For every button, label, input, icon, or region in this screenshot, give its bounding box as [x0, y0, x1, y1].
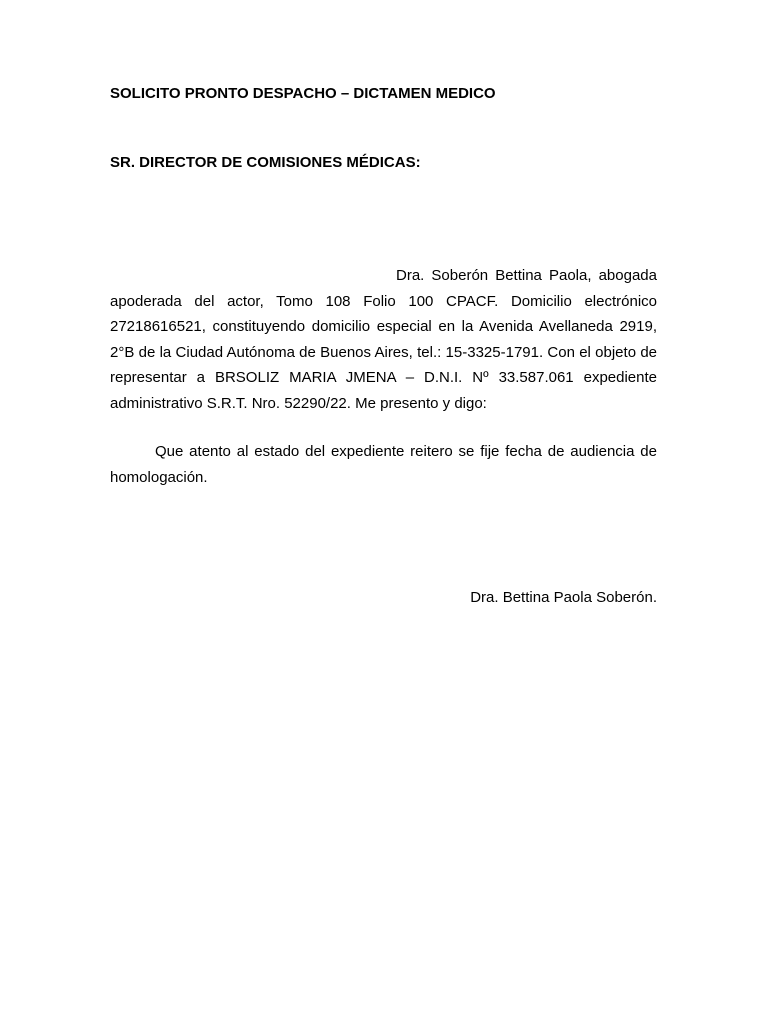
body-paragraph-request: Que atento al estado del expediente reitero se fije fecha de audiencia de homologación.: [110, 443, 657, 486]
signature-line: Dra. Bettina Paola Soberón.: [470, 589, 657, 606]
addressee-heading: SR. DIRECTOR DE COMISIONES MÉDICAS:: [110, 154, 421, 171]
body-paragraph-presentation: Dra. Soberón Bettina Paola, abogada apoderada del actor, Tomo 108 Folio 100 CPACF. Domicilio electrónico 27218616521, constituyendo domicilio especial en la Avenida Avellaneda 2919, 2°B de la Ciudad Autónoma de Buenos Aires, tel.: 15-3325-1791. Con el objeto de representar a BRSOLIZ MARIA JMENA – D.N.I. Nº 33.587.061 expediente administrativo S.R.T. Nro. 52290/22. Me presento y digo:: [110, 267, 657, 412]
document-title: SOLICITO PRONTO DESPACHO – DICTAMEN MEDICO: [110, 85, 496, 102]
